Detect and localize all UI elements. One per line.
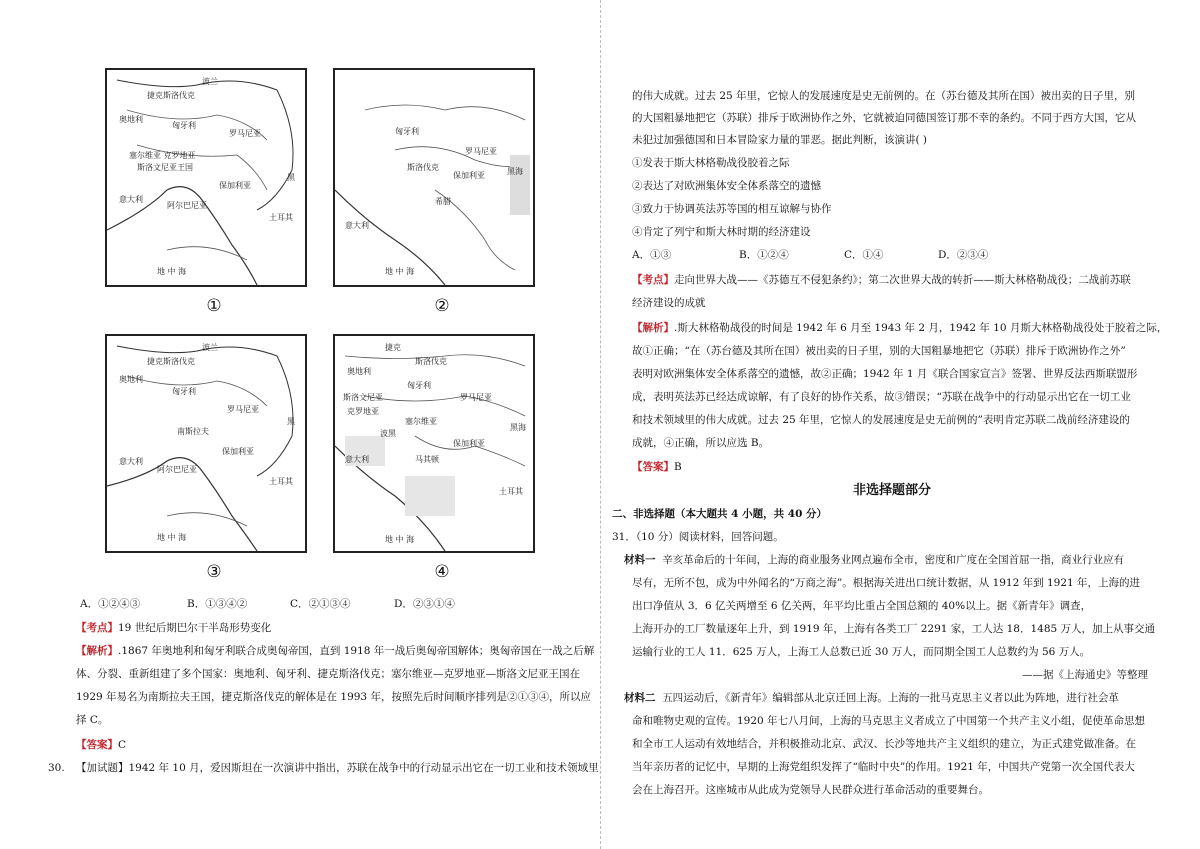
daan-tag: 【答案】 — [632, 461, 674, 473]
map-3-outline — [107, 336, 305, 551]
q30-stem-first — [48, 761, 599, 775]
q29-kaodian — [76, 621, 271, 635]
map-label: 土耳其 — [269, 213, 293, 222]
q30-answer — [632, 460, 682, 474]
map-3-number: ③ — [206, 562, 222, 582]
map-label: 匈牙利 — [395, 127, 419, 136]
map-2-outline — [335, 70, 533, 285]
q30-kaodian-line-1 — [632, 273, 1131, 287]
section-heading: 二、非选择题（本大题共 4 小题，共 40 分） — [612, 508, 828, 520]
material-2-text: 五四运动后，《新青年》编辑部从北京迁回上海。上海的一批马克思主义者以此为阵地，进行社会革 — [662, 692, 1119, 704]
q30-kaodian-line-2: 经济建设的成就 — [632, 297, 706, 309]
q30-jiexi-line: 表明对欧洲集体安全体系落空的遗憾，故②正确；1942 年 1 月《联合国家宣言》签署、世界反法西斯联盟形 — [632, 368, 1138, 380]
material-1-text: 辛亥革命后的十年间，上海的商业服务业网点遍布全市，密度和广度在全国首屈一指，商业行业应有 — [662, 554, 1125, 566]
map-label: 意大利 — [345, 455, 369, 464]
material-2-line: 会在上海召开。这座城市从此成为党领导人民群众进行革命活动的重要舞台。 — [632, 784, 989, 796]
jiexi-tag: 【解析】 — [632, 322, 674, 334]
map-label: 捷克斯洛伐克 — [147, 357, 195, 366]
map-4 — [333, 334, 535, 553]
map-label: 奥地利 — [347, 367, 371, 376]
q30-jiexi-line: 和技术领域里的伟大成就。过去 25 年里，它惊人的发展速度是史无前例的”表明肯定苏联二战前经济建设的 — [632, 414, 1130, 426]
map-label: 黑海 — [507, 167, 523, 176]
material-2-line: 命和唯物史观的宣传。1920 年七八月间，上海的马克思主义者成立了中国第一个共产主义小组，促使革命思想 — [632, 715, 1146, 727]
q29-option-a: A．①②④③ — [80, 598, 141, 610]
material-2-line-1 — [624, 691, 1119, 705]
map-label: 南斯拉夫 — [177, 427, 209, 436]
material-1-line: 运输行业的工人 11．625 万人，上海工人总数已近 30 万人，而同期全国工人总数约为 56 万人。 — [632, 646, 1091, 658]
map-label: 意大利 — [119, 457, 143, 466]
map-label: 捷克斯洛伐克 — [147, 91, 195, 100]
daan-text: C — [118, 739, 127, 751]
q29-jiexi-line-3: 1929 年易名为南斯拉夫王国，捷克斯洛伐克的解体是在 1993 年，按照先后时间顺序排列是②①③④，所以应 — [76, 691, 591, 703]
map-label: 斯洛文尼亚 — [343, 393, 383, 402]
q30-item-2: ②表达了对欧洲集体安全体系落空的遗憾 — [632, 180, 821, 192]
map-label: 斯洛伐克 — [407, 163, 439, 172]
q30-option-d: D．②③④ — [938, 249, 989, 261]
map-1-number: ① — [206, 296, 222, 316]
map-label: 保加利亚 — [453, 171, 485, 180]
q30-item-3: ③致力于协调英法苏等国的相互谅解与协作 — [632, 203, 832, 215]
q30-option-a: A．①③ — [632, 249, 672, 261]
map-label: 波黑 — [380, 429, 396, 438]
q30-stem-line: 未犯过加强德国和日本冒险家力量的罪恶。据此判断，该演讲( ) — [632, 134, 928, 146]
q30-item-4: ④肯定了列宁和斯大林时期的经济建设 — [632, 226, 811, 238]
material-2-tag: 材料二 — [624, 692, 656, 704]
map-label: 斯洛文尼亚王国 — [137, 163, 193, 172]
q30-item-1: ①发表于斯大林格勒战役胶着之际 — [632, 157, 790, 169]
map-label: 黑海 — [510, 423, 526, 432]
daan-tag: 【答案】 — [76, 739, 118, 751]
map-label: 匈牙利 — [407, 381, 431, 390]
q31-intro: 31．（10 分）阅读材料，回答问题。 — [612, 531, 784, 543]
section-title: 非选择题部分 — [852, 483, 931, 498]
map-label: 保加利亚 — [219, 181, 251, 190]
map-label: 罗马尼亚 — [229, 129, 261, 138]
q29-option-b: B．①③④② — [187, 598, 248, 610]
map-label: 阿尔巴尼亚 — [157, 465, 197, 474]
map-label: 黑 — [287, 417, 295, 426]
jiexi-text: .1867 年奥地利和匈牙利联合成奥匈帝国，直到 1918 年一战后奥匈帝国解体；奥匈帝国在一战之后解 — [118, 645, 595, 657]
q29-option-c: C．②①③④ — [290, 598, 351, 610]
map-label: 匈牙利 — [172, 121, 196, 130]
map-label: 土耳其 — [499, 487, 523, 496]
kaodian-tag: 【考点】 — [76, 622, 118, 634]
q29-jiexi-line-4: 择 C。 — [76, 714, 109, 726]
map-label: 马其顿 — [415, 455, 439, 464]
map-label: 罗马尼亚 — [465, 147, 497, 156]
q30-jiexi-line: 故①正确；“在（苏台德及其所在国）被出卖的日子里，别的大国粗暴地把它（苏联）排斥于欧洲协作之外” — [632, 345, 1126, 357]
map-label: 意大利 — [345, 221, 369, 230]
q30-jiexi-line-1 — [632, 321, 1167, 335]
map-label: 保加利亚 — [453, 439, 485, 448]
map-label: 斯洛伐克 — [415, 357, 447, 366]
map-2-number: ② — [434, 296, 450, 316]
map-label: 希腊 — [435, 197, 451, 206]
map-label: 地 中 海 — [157, 267, 187, 276]
q30-jiexi-line: 成，表明英法苏已经达成谅解，有了良好的协作关系，故③错误；“苏联在战争中的行动显示出它在一切工业 — [632, 391, 1131, 403]
map-4-number: ④ — [434, 562, 450, 582]
q29-answer — [76, 738, 126, 752]
map-label: 克罗地亚 — [347, 407, 379, 416]
kaodian-text: 19 世纪后期巴尔干半岛形势变化 — [118, 622, 272, 634]
map-label: 奥地利 — [119, 375, 143, 384]
map-label: 地 中 海 — [385, 267, 415, 276]
map-3 — [105, 334, 307, 553]
map-label: 罗马尼亚 — [460, 393, 492, 402]
q29-option-d: D．②③①④ — [394, 598, 455, 610]
map-label: 波兰 — [202, 77, 218, 86]
map-label: 匈牙利 — [172, 387, 196, 396]
daan-text: B — [674, 461, 682, 473]
q29-jiexi-line-1 — [76, 644, 594, 658]
q30-stem-line: 的大国粗暴地把它（苏联）排斥于欧洲协作之外，它就被迫同德国签订那不幸的条约。不同于西方大国，它从 — [632, 112, 1136, 124]
jiexi-tag: 【解析】 — [76, 645, 118, 657]
material-1-source: ——据《上海通史》等整理 — [1022, 669, 1148, 681]
map-label: 奥地利 — [119, 115, 143, 124]
kaodian-tag: 【考点】 — [632, 274, 674, 286]
map-label: 地 中 海 — [385, 535, 415, 544]
map-label: 土耳其 — [269, 477, 293, 486]
kaodian-text: 走向世界大战——《苏德互不侵犯条约》；第二次世界大战的转折——斯大林格勒战役；二战前苏联 — [674, 274, 1131, 286]
page-divider — [600, 0, 601, 849]
material-1-line-1 — [624, 553, 1124, 567]
material-1-line: 尽有，无所不包，成为中外闻名的“万商之海”。根据海关进出口统计数据，从 1912 年到 1921 年，上海的进 — [632, 577, 1141, 589]
map-1 — [105, 68, 307, 287]
map-label: 黑 — [287, 173, 295, 182]
q30-option-b: B．①②④ — [739, 249, 789, 261]
map-label: 塞尔维亚 克罗地亚 — [129, 151, 196, 160]
q29-jiexi-line-2: 体、分裂、重新组建了多个国家：奥地利、匈牙利、捷克斯洛伐克；塞尔维亚—克罗地亚—斯洛文尼亚王国在 — [76, 668, 580, 680]
map-2 — [333, 68, 535, 287]
map-label: 波兰 — [202, 343, 218, 352]
map-label: 罗马尼亚 — [227, 405, 259, 414]
map-label: 意大利 — [119, 195, 143, 204]
jiexi-text: .斯大林格勒战役的时间是 1942 年 6 月至 1943 年 2 月，1942 年 10 月斯大林格勒战役处于胶着之际， — [674, 322, 1168, 334]
material-1-line: 出口净值从 3．6 亿关两增至 6 亿关两，年平均比重占全国总额的 40%以上。据《新青年》调查， — [632, 600, 1092, 612]
map-label: 塞尔维亚 — [405, 417, 437, 426]
map-label: 保加利亚 — [222, 447, 254, 456]
q30-number: 30. — [48, 762, 65, 774]
map-label: 阿尔巴尼亚 — [167, 201, 207, 210]
q30-stem-text: 【加试题】1942 年 10 月，爱因斯坦在一次演讲中指出，苏联在战争中的行动显示出它在一切工业和技术领域里 — [76, 762, 599, 774]
q30-stem-line: 的伟大成就。过去 25 年里，它惊人的发展速度是史无前例的。在（苏台德及其所在国）被出卖的日子里，别 — [632, 90, 1136, 102]
map-1-outline — [107, 70, 305, 285]
material-1-line: 上海开办的工厂数量逐年上升，到 1919 年，上海有各类工厂 2291 家，工人达 18．1485 万人，加上从事交通 — [632, 623, 1156, 635]
map-label: 捷克 — [385, 343, 401, 352]
material-2-line: 和全市工人运动有效地结合，并积极推动北京、武汉、长沙等地共产主义组织的建立，为正式建党做准备。在 — [632, 738, 1136, 750]
map-label: 地 中 海 — [157, 533, 187, 542]
material-2-line: 当年亲历者的记忆中，早期的上海党组织发挥了“临时中央”的作用。1921 年，中国共产党第一次全国代表大 — [632, 761, 1135, 773]
q30-jiexi-line: 成就，④正确，所以应选 B。 — [632, 437, 770, 449]
material-1-tag: 材料一 — [624, 554, 656, 566]
q30-option-c: C．①④ — [844, 249, 884, 261]
